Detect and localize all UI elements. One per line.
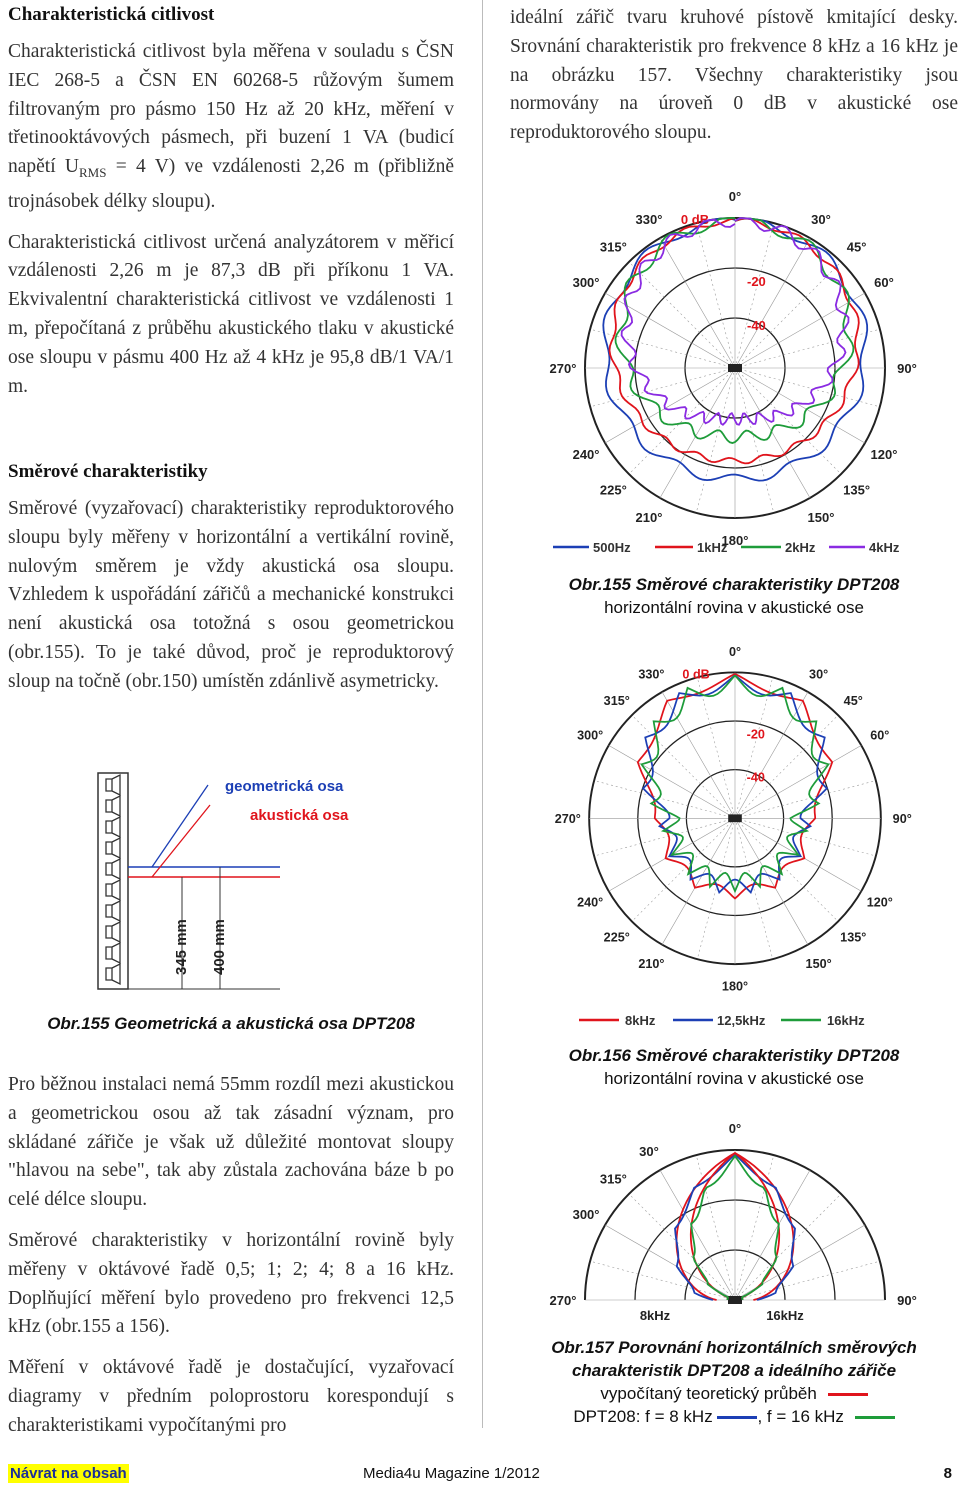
polar-spoke: [696, 1155, 735, 1300]
angle-label: 225°: [603, 930, 630, 945]
polar-spoke: [735, 1261, 880, 1300]
polar-spoke: [735, 1155, 774, 1300]
angle-label: 135°: [840, 930, 867, 945]
angle-label: 270°: [549, 1293, 577, 1308]
caption-line-8k: DPT208: f = 8 kHz: [573, 1407, 713, 1426]
angle-label: 45°: [846, 239, 867, 255]
center-marker: [728, 364, 742, 372]
legend-label: 8kHz: [625, 1013, 656, 1028]
legend-item-1: [579, 1013, 656, 1028]
angle-label: 30°: [809, 667, 829, 682]
caption-fig-axis: [8, 1012, 454, 1035]
angle-label: 300°: [577, 728, 604, 743]
angle-label: 330°: [635, 212, 663, 228]
section-heading-sensitivity: Charakteristická citlivost: [8, 4, 215, 25]
caption-fig-157: [510, 1336, 958, 1428]
angle-label: 315°: [599, 1171, 627, 1187]
paragraph-installation: Pro běžnou instalaci nemá 55mm rozdíl mezi akustickou a geometrickou osou až tak zásadní význam, pro skládané zářiče je však už důležité montovat sloupy "hlavou na sebe", tak aby zůstala zachována báze b po celé délce sloupu.: [8, 1074, 454, 1211]
db-label-20: -20: [746, 727, 765, 742]
angle-label: 0°: [728, 1121, 742, 1136]
polar-chart-155: [545, 178, 925, 558]
angle-label: 315°: [603, 693, 630, 708]
polar-spoke: [735, 818, 838, 921]
angle-label: 120°: [866, 895, 893, 910]
polar-spoke: [590, 329, 735, 368]
angle-label: 180°: [721, 979, 749, 994]
legend-label: 16kHz: [827, 1013, 865, 1028]
polar-spoke: [632, 715, 735, 818]
left-column: [8, 4, 454, 401]
paragraph-directivity: Směrové (vyzařovací) charakteristiky reproduktorového sloupu byly měřeny v horizontální a vertikální rovině, nulovým směrem je vždy akustická osa sloupu. Vzhledem k uspořádání zářičů a mechanické konstrukci není akustická osa totožná s osou geometrickou (obr.155). To je také důvod, proč je reproduktorový sloup na točně (obr.150) umístěn zdánlivě asymetricky.: [8, 498, 454, 692]
page-number: 8: [943, 1465, 952, 1482]
angle-label: 210°: [635, 509, 663, 525]
caption-subtitle: horizontální rovina v akustické ose: [604, 1069, 864, 1088]
angle-label: 90°: [892, 812, 912, 827]
polar-spoke: [735, 368, 865, 443]
polar-spoke: [662, 818, 735, 944]
label-geometric-axis: geometrická osa: [225, 778, 344, 795]
polar-spoke: [629, 262, 735, 368]
geometric-axis-pointer: [152, 785, 208, 867]
center-marker: [728, 814, 742, 822]
angle-label: 150°: [805, 956, 832, 971]
polar-spoke: [696, 368, 735, 513]
polar-spoke: [590, 1261, 735, 1300]
legend-item-4: [829, 540, 900, 555]
legend-label: 2kHz: [785, 540, 816, 555]
angle-label: 45°: [843, 693, 863, 708]
db-label-0: 0 dB: [680, 212, 710, 227]
dim-label-400: 400 mm: [211, 919, 228, 975]
paragraph-ideal-radiator: ideální zářič tvaru kruhové pístově kmitající desky. Srovnání charakteristik pro frekvence 8 kHz a 16 kHz je na obrázku 157. Všechny charakteristiky jsou normovány na úroveň 0 dB v akustické ose reproduktorového sloupu.: [510, 7, 958, 144]
polar-spoke: [660, 238, 735, 368]
caption-fig-156: [510, 1044, 958, 1090]
legend-label: 1kHz: [697, 540, 728, 555]
angle-label: 60°: [874, 275, 894, 290]
magazine-name: Media4u Magazine 1/2012: [363, 1465, 540, 1482]
polar-spoke: [735, 818, 808, 944]
angle-label: 270°: [554, 812, 581, 827]
caption-title: Obr.156 Směrové charakteristiky DPT208: [568, 1046, 900, 1065]
legend-swatch-blue: [717, 1416, 757, 1419]
polar-spoke: [735, 781, 876, 819]
angle-label: 240°: [572, 447, 600, 462]
center-marker: [728, 1296, 742, 1304]
polar-spoke: [632, 818, 735, 921]
legend-155: [545, 537, 925, 557]
db-label-40: -40: [747, 318, 766, 333]
legend-label: 500Hz: [593, 540, 631, 555]
page-footer: [0, 1462, 960, 1488]
polar-spoke: [696, 223, 735, 368]
polar-spoke: [594, 781, 735, 819]
angle-label: 90°: [897, 361, 917, 376]
label-16khz: 16kHz: [766, 1308, 804, 1323]
db-label-20: -20: [747, 274, 766, 289]
polar-spoke: [735, 1170, 810, 1300]
angle-label: 180°: [721, 533, 749, 548]
column-body: [98, 773, 128, 989]
dim-label-345: 345 mm: [173, 919, 190, 975]
angle-label: 30°: [811, 212, 831, 228]
left-column-bottom: [8, 1071, 454, 1441]
paragraph-octave: Směrové charakteristiky v horizontální rovině byly měřeny v oktávové řadě 0,5; 1; 2; 4; 8 a 16 kHz. Doplňující měření bylo provedeno pro frekvenci 12,5 kHz (obr.155 a 156).: [8, 1229, 454, 1338]
section-heading-directivity: Směrové charakteristiky: [8, 461, 208, 482]
legend-label: 12,5kHz: [717, 1013, 766, 1028]
angle-label: 135°: [843, 482, 871, 498]
angle-label: 300°: [572, 275, 600, 290]
label-acoustic-axis: akustická osa: [250, 807, 349, 824]
polar-spoke: [735, 677, 773, 818]
angle-label: 30°: [639, 1144, 659, 1160]
caption-title: Obr.155 Směrové charakteristiky DPT208: [568, 575, 900, 594]
angle-label: 330°: [638, 667, 665, 682]
polar-spoke: [735, 238, 810, 368]
subscript-rms: RMS: [79, 165, 107, 181]
caption-line-theory: vypočítaný teoretický průběh: [600, 1384, 817, 1403]
angle-label: 315°: [599, 239, 627, 255]
legend-item-1: [553, 540, 631, 555]
right-column: [510, 4, 958, 148]
angle-label: 210°: [638, 956, 665, 971]
angle-label: 240°: [577, 895, 604, 910]
polar-spoke: [697, 818, 735, 959]
polar-spoke: [735, 223, 774, 368]
curve-2khz: [616, 218, 854, 443]
paragraph-sensitivity-2: Charakteristická citlivost určená analyzátorem v měřicí vzdálenosti 2,26 m je 87,3 dB při příkonu 1 VA. Ekvivalentní charakteristická citlivost ve vzdálenosti 1 m, přepočítaná z průběhu akustického tlaku v akustické ose sloupu v pásmu 400 Hz až 4 kHz je 95,8 dB/1 VA/1 m.: [8, 231, 454, 397]
angle-label: 0°: [728, 644, 742, 659]
caption-title: Obr.155 Geometrická a akustická osa DPT208: [47, 1014, 415, 1033]
polar-spoke: [594, 818, 735, 856]
legend-item-2: [655, 540, 728, 555]
angle-label: 120°: [870, 447, 898, 462]
back-to-contents-link[interactable]: Návrat na obsah: [10, 1465, 127, 1482]
caption-title: Obr.157 Porovnání horizontálních směrových charakteristik DPT208 a ideálního zářiče: [551, 1338, 917, 1380]
polar-spoke: [735, 818, 876, 856]
angle-label: 0°: [728, 189, 742, 204]
angle-label: 90°: [897, 1293, 917, 1308]
polar-spoke: [735, 368, 774, 513]
db-label-0: 0 dB: [682, 667, 710, 682]
curve-1khz: [610, 218, 859, 463]
polar-spoke: [609, 745, 735, 818]
polar-spoke: [735, 818, 773, 959]
legend-item-2: [673, 1013, 766, 1028]
paragraph-octave-2: Měření v oktávové řadě je dostačující, vyzařovací diagramy v předním poloprostoru korespondují s charakteristikami vypočítanými pro: [8, 1357, 454, 1436]
column-divider: [482, 0, 483, 1428]
acoustic-axis-pointer: [152, 805, 210, 877]
text-span: Charakteristická citlivost byla měřena v souladu s ČSN IEC 268-5 a ČSN EN 60268-5 růžovým šumem filtrovaným pro pásmo 150 Hz až 20 kHz, měření v třetinooktávových pásmech, při buzení 1 VA (budicí napětí U: [8, 41, 454, 178]
angle-label: 300°: [572, 1207, 600, 1222]
legend-item-3: [781, 1013, 865, 1028]
polar-spoke: [735, 368, 810, 498]
polar-spoke: [629, 368, 735, 474]
legend-swatch-green: [855, 1416, 895, 1419]
polar-spoke: [660, 1170, 735, 1300]
paragraph-sensitivity-1: [8, 38, 454, 217]
angle-label: 60°: [870, 728, 890, 743]
text-span: = 4 V) ve vzdálenosti 2,26 m (přibližně trojnásobek délky sloupu).: [8, 156, 454, 212]
figure-axis-diagram: [90, 765, 390, 1005]
polar-spoke: [697, 677, 735, 818]
caption-fig-155: [510, 573, 958, 619]
angle-label: 225°: [599, 482, 627, 498]
angle-label: 270°: [549, 361, 577, 376]
db-label-40: -40: [746, 770, 765, 785]
legend-156: [545, 1010, 925, 1030]
polar-chart-157: [545, 1120, 925, 1325]
angle-label: 150°: [807, 509, 835, 525]
legend-swatch-red: [828, 1393, 868, 1396]
polar-chart-156: [545, 644, 925, 1003]
legend-label: 4kHz: [869, 540, 900, 555]
legend-item-3: [741, 540, 816, 555]
caption-line-16k: , f = 16 kHz: [757, 1407, 844, 1426]
caption-subtitle: horizontální rovina v akustické ose: [604, 598, 864, 617]
left-column-directivity: [8, 461, 454, 697]
label-8khz: 8kHz: [639, 1308, 671, 1323]
